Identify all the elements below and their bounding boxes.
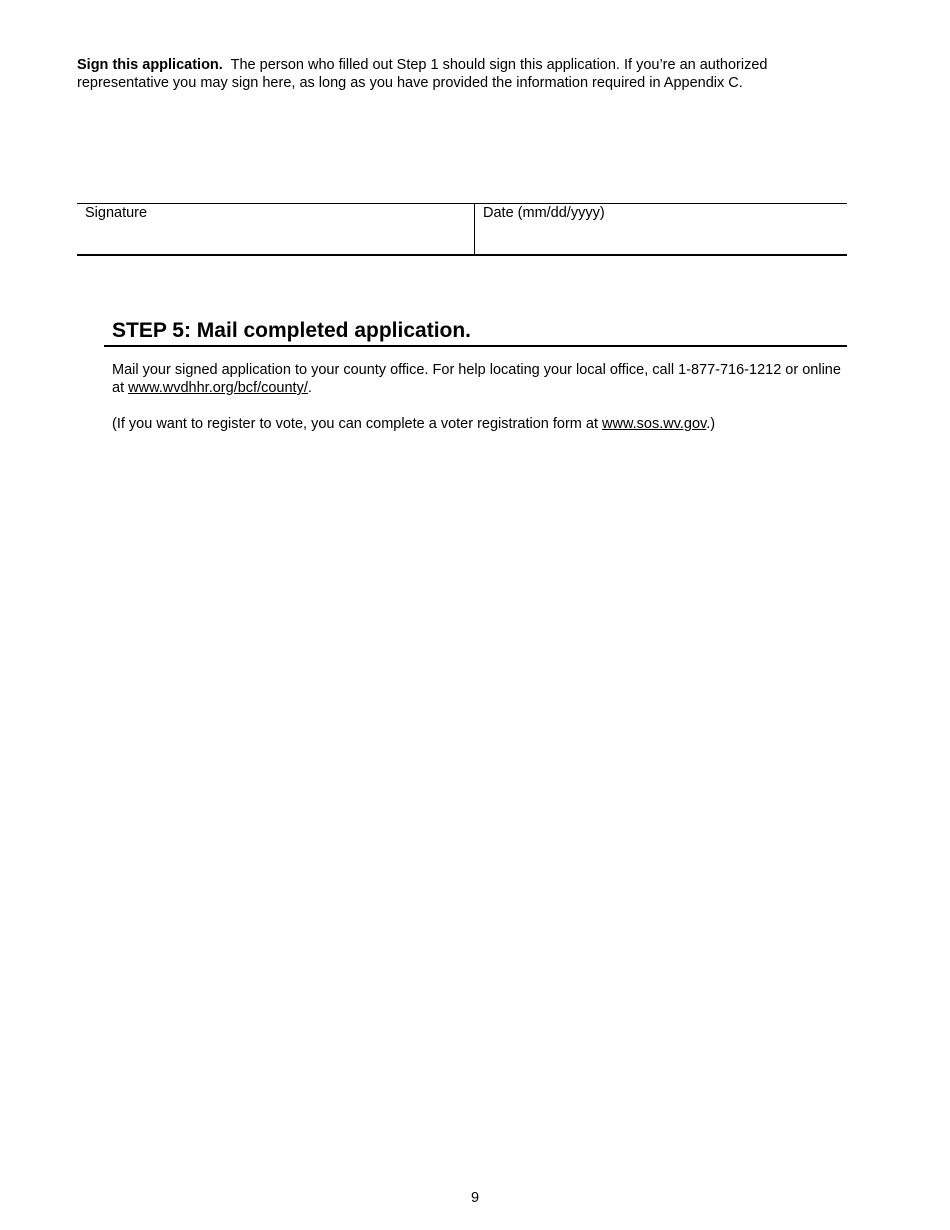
signature-field[interactable] bbox=[77, 204, 475, 254]
step5-heading bbox=[104, 318, 847, 347]
page-number: 9 bbox=[470, 1190, 480, 1206]
signature-table bbox=[77, 203, 847, 256]
date-field[interactable] bbox=[475, 204, 847, 254]
county-office-link[interactable]: www.wvdhhr.org/bcf/county/ bbox=[128, 380, 308, 396]
mail-instructions-text: Mail your signed application to your county office. For help locating your local office, call 1-877-716-1212 or online at bbox=[112, 362, 841, 396]
signature-label: Signature bbox=[85, 205, 148, 221]
voter-registration-text: (If you want to register to vote, you can complete a voter registration form at bbox=[112, 416, 603, 432]
sign-instructions-lead: Sign this application. bbox=[77, 57, 223, 73]
voter-registration-end: .) bbox=[706, 416, 716, 432]
step5-title: STEP 5: Mail completed application. bbox=[112, 319, 472, 342]
voter-registration-note bbox=[112, 415, 852, 433]
sos-link[interactable]: www.sos.wv.gov bbox=[602, 416, 707, 432]
date-label: Date (mm/dd/yyyy) bbox=[483, 205, 605, 221]
mail-instructions bbox=[112, 361, 852, 397]
sign-instructions bbox=[77, 56, 849, 92]
sign-instructions-body: The person who filled out Step 1 should sign this application. If you’re an authorized representative you may sign here, as long as you have provided the information required in Appendix C. bbox=[77, 57, 768, 91]
mail-instructions-end: . bbox=[307, 380, 312, 396]
